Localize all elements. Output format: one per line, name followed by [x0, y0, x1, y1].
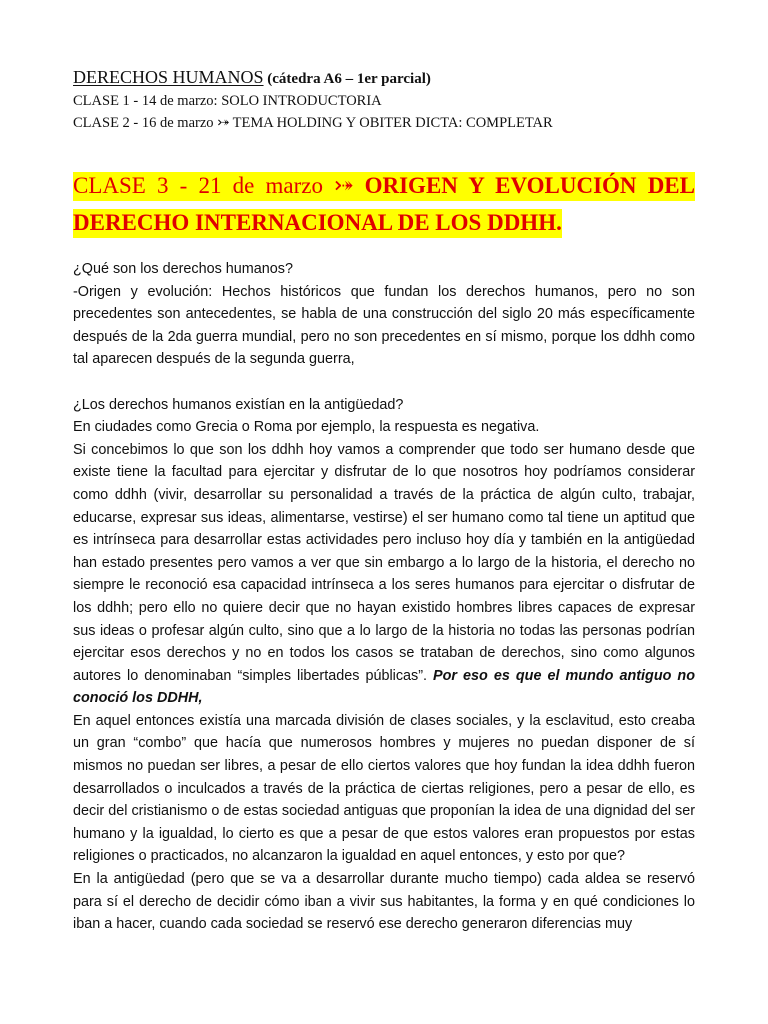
- clase-2-line: CLASE 2 - 16 de marzo ⤐ TEMA HOLDING Y OBITER DICTA: COMPLETAR: [73, 115, 553, 131]
- paragraph-grecia-roma: En ciudades como Grecia o Roma por ejemplo, la respuesta es negativa.: [73, 419, 540, 436]
- paragraph-gap: [73, 371, 695, 394]
- clase-3-heading: [73, 167, 695, 241]
- document-body: [73, 258, 695, 936]
- paragraph-concepcion: [73, 439, 695, 710]
- clase-3-topic: ORIGEN Y EVOLUCIÓN DEL DERECHO INTERNACIONAL DE LOS DDHH.: [73, 172, 695, 238]
- question-2: ¿Los derechos humanos existían en la antigüedad?: [73, 396, 404, 413]
- paragraph-antiguedad: En la antigüedad (pero que se va a desarrollar durante mucho tiempo) cada aldea se reservó para sí el derecho de decidir cómo iban a vivir sus habitantes, la forma y en qué condiciones lo iban a hacer, cuando cada sociedad se reservó ese derecho generaron diferencias muy: [73, 871, 695, 933]
- paragraph-clases-sociales: En aquel entonces existía una marcada división de clases sociales, y la esclavitud, esto creaba un gran “combo” que hacía que numerosos hombres y mujeres no puedan disponer de sí mismos no puedan ser libres, a pesar de ello ciertos valores que hoy fundan la idea ddhh fueron desarrollados o inculcados a través de la práctica de ciertas religiones, pero a pesar de ello, es decir del cristianismo o de estas sociedad antiguas que proponían la idea de una dignidad del ser humano y la igualdad, lo cierto es que a pesar de que estos valores eran propuestos por estas religiones o practicados, no alcanzaron la igualdad en aquel entonces, y esto por que?: [73, 712, 695, 865]
- clase-1-line: CLASE 1 - 14 de marzo: SOLO INTRODUCTORIA: [73, 93, 382, 109]
- clase-3-date: CLASE 3 - 21 de marzo ⤐: [73, 172, 365, 201]
- paragraph-origin: -Origen y evolución: Hechos históricos que fundan los derechos humanos, pero no son precedentes son antecedentes, se habla de una construcción del siglo 20 más específicamente después de la 2da guerra mundial, pero no son precedentes en sí mismo, porque los ddhh como tal aparecen después de la segunda guerra,: [73, 283, 695, 368]
- document-header: [73, 66, 698, 134]
- course-title: DERECHOS HUMANOS: [73, 67, 264, 87]
- paragraph-concepcion-text: Si concebimos lo que son los ddhh hoy vamos a comprender que todo ser humano desde que existe tiene la facultad para ejercitar y disfrutar de lo que nosotros hoy podríamos considerar como ddhh (vivir, desarrollar su personalidad a través de la práctica de algún culto, trabajar, educarse, expresar sus ideas, alimentarse, vestirse) el ser humano como tal tiene un aptitud que es intrínseca para desarrollar estas actividades pero incluso hoy día y también en la antigüedad han estado presentes pero vamos a ver que sin embargo a lo largo de la historia, el derecho no siempre le reconoció esa capacidad intrínseca a los seres humanos para ejercitar o disfrutar de los ddhh; pero ello no quiere decir que no hayan existido hombres libres capaces de expresar sus ideas o profesar algún culto, sino que a lo largo de la historia no todas las personas podrían ejercitar esos derechos y no en todos los casos se trataban de derechos, sino como algunos autores lo denominaban “simples libertades públicas”.: [73, 441, 695, 684]
- course-subtitle: (cátedra A6 – 1er parcial): [263, 71, 431, 87]
- course-title-line: [73, 66, 698, 90]
- paragraph-concepcion-bold: Por eso es que el mundo antiguo no conoció los DDHH,: [73, 667, 695, 707]
- question-1: ¿Qué son los derechos humanos?: [73, 261, 293, 277]
